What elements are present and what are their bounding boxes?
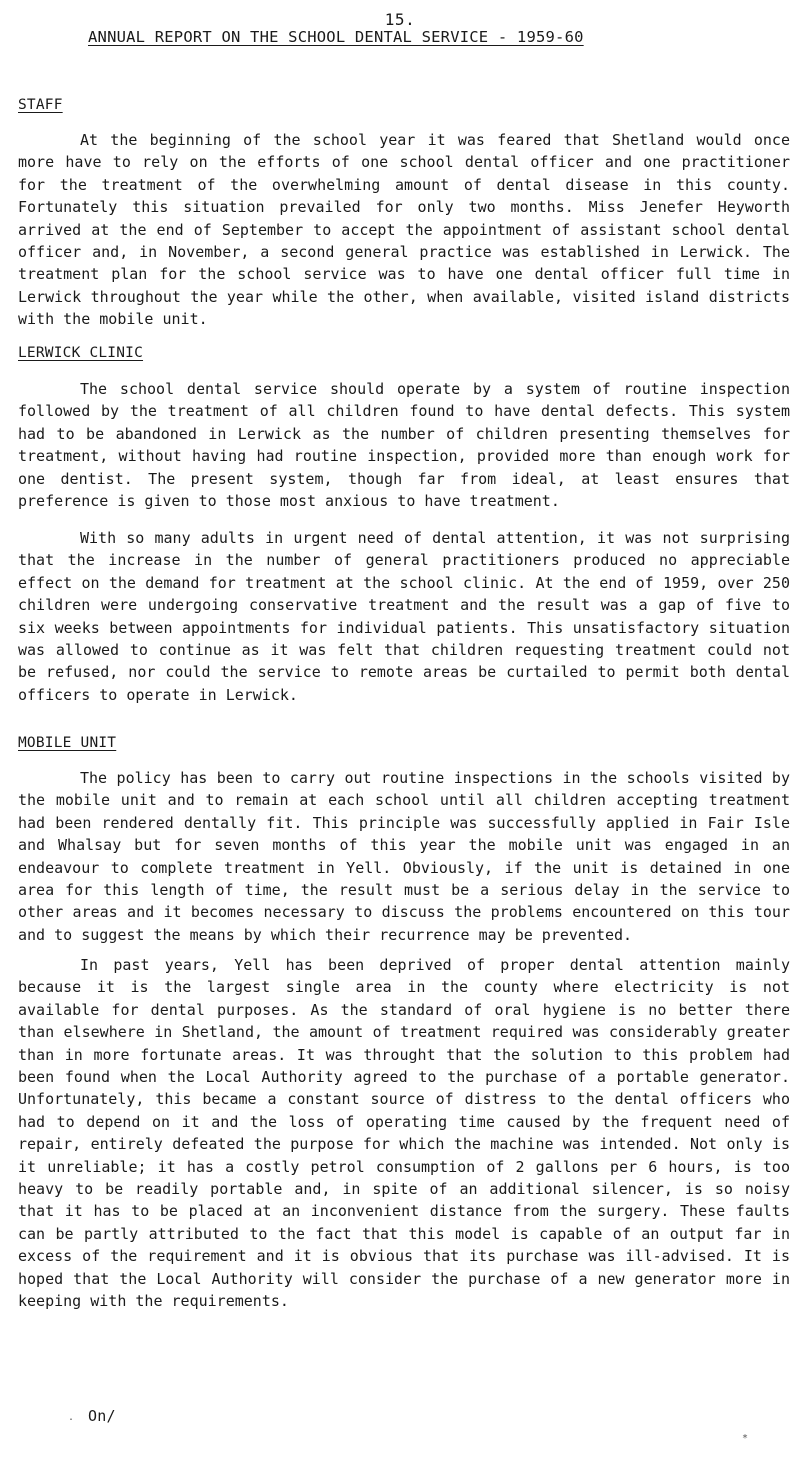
section-heading-mobile-unit: MOBILE UNIT <box>18 735 117 751</box>
page-continuation: On/ <box>88 1407 116 1425</box>
report-title: ANNUAL REPORT ON THE SCHOOL DENTAL SERVICE - 1959-60 <box>88 28 584 46</box>
paragraph-lerwick-clinic-2: With so many adults in urgent need of dental attention, it was not surprising that the increase in the number of general practitioners produced no appreciable effect on the demand for treatment at the school clinic. At the end of 1959, over 250 children were undergoing conservative treatment and the result was a gap of five to six weeks between appointments for individual patients. This unsatisfactory situation was allowed to continue as it was felt that children requesting treatment could not be refused, nor could the service to remote areas be curtailed to permit both dental officers to operate in Lerwick. <box>18 529 790 704</box>
page-number: 15. <box>384 10 416 29</box>
paragraph-mobile-unit-1: The policy has been to carry out routine inspections in the schools visited by the mobile unit and to remain at each school until all children accepting treatment had been rendered dentally fit. This principle was successfully applied in Fair Isle and Whalsay but for seven months of this year the mobile unit was engaged in an endeavour to complete treatment in Yell. Obviously, if the unit is detained in one area for this length of time, the result must be a serious delay in the service to other areas and it becomes necessary to discuss the problems encountered on this tour and to suggest the means by which their recurrence may be prevented. <box>18 769 790 944</box>
scan-mark-tick: * <box>742 1433 749 1444</box>
section-heading-lerwick-clinic: LERWICK CLINIC <box>18 345 144 361</box>
paragraph-lerwick-clinic-1: The school dental service should operate by a system of routine inspection followed by the treatment of all children found to have dental defects. This system had to be abandoned in Lerwick as the number of children presenting themselves for treatment, without having had routine inspection, provided more than enough work for one dentist. The present system, though far from ideal, at least ensures that preference is given to those most anxious to have treatment. <box>18 380 790 511</box>
paragraph-staff-1: At the beginning of the school year it was feared that Shetland would once more have to rely on the efforts of one school dental officer and one practitioner for the treatment of the overwhelming amount of dental disease in this county. Fortunately this situation prevailed for only two months. Miss Jenefer Heyworth arrived at the end of September to accept the appointment of assistant school dental officer and, in November, a second general practice was established in Lerwick. The treatment plan for the school service was to have one dental officer full time in Lerwick throughout the year while the other, when available, visited island districts with the mobile unit. <box>18 131 790 329</box>
scan-mark-dot: . <box>68 1412 75 1423</box>
paragraph-mobile-unit-2: In past years, Yell has been deprived of proper dental attention mainly because it is the largest single area in the county where electricity is not available for dental purposes. As the standard of oral hygiene is no better there than elsewhere in Shetland, the amount of treatment required was considerably greater than in more fortunate areas. It was throught that the solution to this problem had been found when the Local Authority agreed to the purchase of a portable generator. Unfortunately, this became a constant source of distress to the dental officers who had to depend on it and the loss of operating time caused by the frequent need of repair, entirely defeated the purpose for which the machine was intended. Not only is it unreliable; it has a costly petrol consumption of 2 gallons per 6 hours, is too heavy to be readily portable and, in spite of an additional silencer, is so noisy that it has to be placed at an inconvenient distance from the surgery. These faults can be partly attributed to the fact that this model is capable of an output far in excess of the requirement and it is obvious that its purchase was ill-advised. It is hoped that the Local Authority will consider the purchase of a new generator more in keeping with the requirements. <box>18 956 790 1311</box>
section-heading-staff: STAFF <box>18 97 63 113</box>
